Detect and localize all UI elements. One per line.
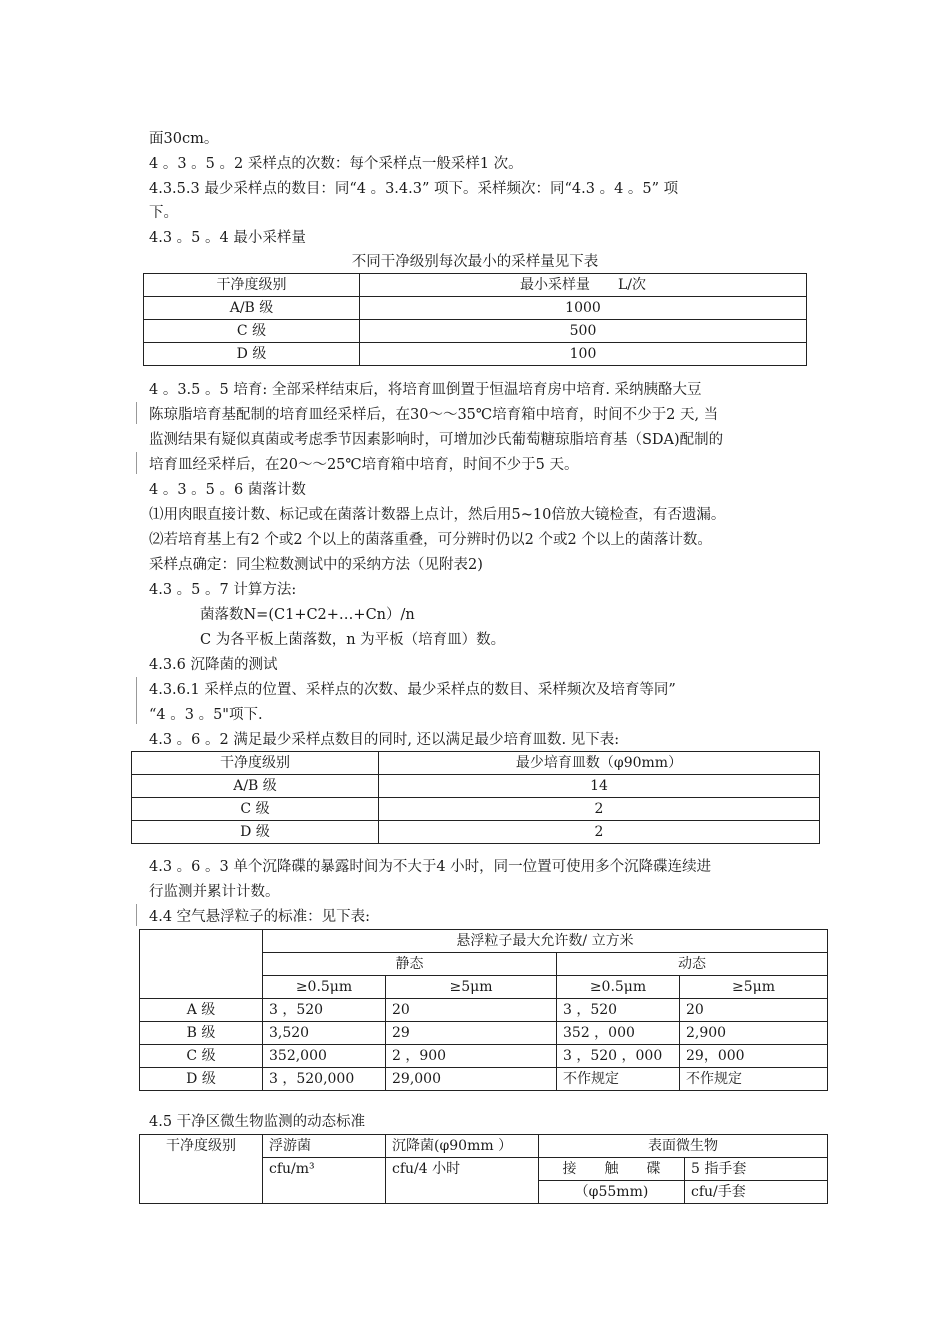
table-cell: 不作规定 xyxy=(557,1068,680,1091)
table-row xyxy=(140,1045,828,1068)
table-cell: 14 xyxy=(379,775,820,798)
table-cell: 20 xyxy=(680,999,828,1022)
table-header: 悬浮粒子最大允许数/ 立方米 xyxy=(263,930,828,953)
table-cell: A/B 级 xyxy=(144,297,360,320)
table-cell: 1000 xyxy=(360,297,807,320)
table-cell: 29,000 xyxy=(386,1068,557,1091)
table-row xyxy=(144,343,807,366)
text-line: 陈琼脂培育基配制的培育皿经采样后，在30～～35℃培育箱中培育，时间不少于2 天, 当 xyxy=(149,407,719,423)
table-row xyxy=(144,320,807,343)
text-line: 4.3.6.1 采样点的位置、采样点的次数、最少采样点的数目、采样频次及培育等同” xyxy=(149,682,676,698)
text-line: 采样点确定：同尘粒数测试中的采纳方法（见附表2) xyxy=(149,557,483,573)
table-row xyxy=(132,798,820,821)
revision-bar xyxy=(136,402,137,424)
text-line: 4.3 。6 。2 满足最少采样点数目的同时, 还以满足最少培育皿数. 见下表: xyxy=(149,732,620,748)
table-header: 5 指手套 xyxy=(685,1158,828,1181)
table-cell: 2 xyxy=(379,798,820,821)
text-line: 4.3 。6 。3 单个沉降碟的暴露时间为不大于4 小时，同一位置可使用多个沉降碟连续进 xyxy=(149,859,712,875)
table-cell: 2,900 xyxy=(680,1022,828,1045)
table-header: cfu/4 小时 xyxy=(386,1158,539,1204)
table-row xyxy=(140,999,828,1022)
table-cell: A/B 级 xyxy=(132,775,379,798)
table-cell: B 级 xyxy=(140,1022,263,1045)
min-dish-count-table xyxy=(131,751,820,844)
table-cell: 3 ，520,000 xyxy=(263,1068,386,1091)
table-cell: 29，000 xyxy=(680,1045,828,1068)
table-cell: 不作规定 xyxy=(680,1068,828,1091)
table-header: 沉降菌(φ90mm ） xyxy=(386,1135,539,1158)
revision-bar xyxy=(136,677,137,724)
table-cell: 20 xyxy=(386,999,557,1022)
text-line: 4.5 干净区微生物监测的动态标准 xyxy=(149,1114,366,1130)
table-header: 表面微生物 xyxy=(539,1135,828,1158)
text-line: C 为各平板上菌落数，n 为平板（培育皿）数。 xyxy=(200,632,506,648)
table-row xyxy=(132,821,820,844)
table-header: 接 触 碟 xyxy=(539,1158,685,1181)
table-header: 最小采样量 L/次 xyxy=(360,274,807,297)
table-header: cfu/m³ xyxy=(263,1158,386,1204)
table-cell: C 级 xyxy=(132,798,379,821)
table-header: 最少培育皿数（φ90mm） xyxy=(379,752,820,775)
table-header: ≥0.5μm xyxy=(557,976,680,999)
text-line: 4.4 空气悬浮粒子的标准：见下表: xyxy=(149,909,371,925)
table-cell: 3 ，520 xyxy=(263,999,386,1022)
text-line: 4.3 。5 。4 最小采样量 xyxy=(149,230,306,246)
text-line: 监测结果有疑似真菌或考虑季节因素影响时，可增加沙氏葡萄糖琼脂培育基（SDA)配制的 xyxy=(149,432,724,448)
table-row xyxy=(140,1022,828,1045)
text-line: 面30cm。 xyxy=(149,131,219,147)
table-cell: 29 xyxy=(386,1022,557,1045)
table-header: 静态 xyxy=(263,953,557,976)
table-header: 干净度级别 xyxy=(132,752,379,775)
text-line: 4.3 。5 。7 计算方法: xyxy=(149,582,297,598)
table-cell: 352 ，000 xyxy=(557,1022,680,1045)
table-header: ≥5μm xyxy=(386,976,557,999)
table-header: 浮游菌 xyxy=(263,1135,386,1158)
table-cell: 2 xyxy=(379,821,820,844)
table-row xyxy=(144,274,807,297)
table-cell: A 级 xyxy=(140,999,263,1022)
table-cell: 352,000 xyxy=(263,1045,386,1068)
microbial-standard-table xyxy=(139,1134,828,1204)
table-cell: 3,520 xyxy=(263,1022,386,1045)
table-cell: 3 ，520 xyxy=(557,999,680,1022)
table-row xyxy=(140,1068,828,1091)
text-line: 4 。3 。5 。2 采样点的次数：每个采样点一般采样1 次。 xyxy=(149,156,523,172)
table-cell: 100 xyxy=(360,343,807,366)
table-row xyxy=(140,930,828,953)
table-cell: D 级 xyxy=(132,821,379,844)
table-caption: 不同干净级别每次最小的采样量见下表 xyxy=(351,254,599,270)
text-line: 4.3.5.3 最少采样点的数目：同“4 。3.4.3” 项下。采样频次：同“4.3 。4 。5” 项 xyxy=(149,181,679,197)
text-line: 4 。3.5 。5 培育: 全部采样结束后，将培育皿倒置于恒温培育房中培育. 采纳胰酪大豆 xyxy=(149,382,702,398)
revision-bar xyxy=(136,904,137,926)
table-header: 干净度级别 xyxy=(140,1135,263,1204)
table-row xyxy=(144,297,807,320)
formula-line: 菌落数N=(C1+C2+…+Cn）/n xyxy=(200,607,415,623)
text-line: ⑵若培育基上有2 个或2 个以上的菌落重叠，可分辨时仍以2 个或2 个以上的菌落计数。 xyxy=(149,532,712,548)
table-header: 动态 xyxy=(557,953,828,976)
airborne-particle-table xyxy=(139,929,828,1091)
min-sample-volume-table xyxy=(143,273,807,366)
text-line: 行监测并累计计数。 xyxy=(149,884,280,900)
text-line: “4 。3 。5"项下. xyxy=(149,707,263,723)
table-row xyxy=(132,775,820,798)
table-row xyxy=(140,1135,828,1158)
table-cell: D 级 xyxy=(144,343,360,366)
table-row xyxy=(132,752,820,775)
text-line: 4 。3 。5 。6 菌落计数 xyxy=(149,482,306,498)
table-corner-cell xyxy=(140,930,263,999)
table-cell: C 级 xyxy=(144,320,360,343)
table-cell: 3 ，520 ，000 xyxy=(557,1045,680,1068)
table-header: 干净度级别 xyxy=(144,274,360,297)
table-cell: D 级 xyxy=(140,1068,263,1091)
text-line: 培育皿经采样后，在20～～25℃培育箱中培育，时间不少于5 天。 xyxy=(149,457,579,473)
text-line: 下。 xyxy=(149,205,178,221)
table-cell: 500 xyxy=(360,320,807,343)
table-header: ≥0.5μm xyxy=(263,976,386,999)
text-line: 4.3.6 沉降菌的测试 xyxy=(149,657,278,673)
table-header: ≥5μm xyxy=(680,976,828,999)
table-cell: C 级 xyxy=(140,1045,263,1068)
text-line: ⑴用肉眼直接计数、标记或在菌落计数器上点计，然后用5~10倍放大镜检查，有否遗漏。 xyxy=(149,507,726,523)
table-header: （φ55mm) xyxy=(539,1181,685,1204)
table-cell: 2 ，900 xyxy=(386,1045,557,1068)
table-header: cfu/手套 xyxy=(685,1181,828,1204)
revision-bar xyxy=(136,452,137,474)
